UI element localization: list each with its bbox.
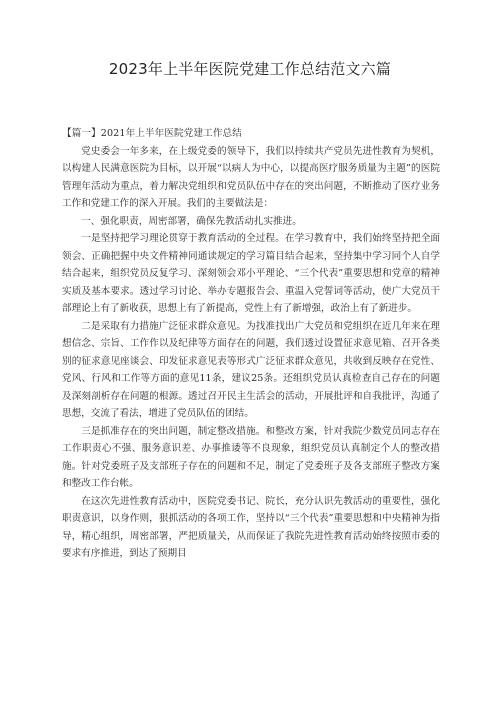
paragraph-study-theory: 一是坚持把学习理论贯穿于教育活动的全过程。在学习教育中，我们始终坚持把全面领会、正确把握中央文件精神同通读规定的学习篇目结合起来，坚持集中学习同个人自学结合起来，组织党员反复学习、深刻领会邓小平理论、“三个代表”重要思想和党章的精神实质及基本要求。透过学习讨论、举办专题报告会、重温入党誓词等活动，使广大党员干部理论上有了新收获，思想上有了新提高，党性上有了新增强，政治上有了新进步。 <box>62 233 440 314</box>
paragraph-rectification: 三是抓准存在的突出问题，制定整改措施。和整改方案，针对我院少数党员同志存在工作职责心不强、服务意识差、办事推诿等不良现象，组织党员认真制定个人的整改措施。针对党委班子及支部班子存在的问题和不足，制定了党委班子及各支部班子整改方案和整改工作台帐。 <box>62 425 440 489</box>
paragraph-collect-opinions: 二是采取有力措施广泛征求群众意见。为找准找出广大党员和党组织在近几年来在理想信念、宗旨、工作作以及纪律等方面存在的问题，我们透过设置征求意见箱、召开各类别的征求意见座谈会、印发征求意见表等形式广泛征求群众意见，共收到反映存在党性、党风、行风和工作等方面的意见11条，建议25条。还组织党员认真检查自己存在的问题及深刻剖析存在问题的根源。透过召开民主生活会的活动，开展批评和自我批评，沟通了思想，交流了看法，增进了党员队伍的团结。 <box>62 320 440 419</box>
document-body <box>62 125 440 563</box>
document-title: 2023年上半年医院党建工作总结范文六篇 <box>108 60 392 78</box>
paragraph-point-one-heading: 一、强化职责，周密部署，确保先教活动扎实推进。 <box>81 215 302 227</box>
paragraph-intro: 党史委会一年多来，在上级党委的领导下，我们以持续共产党员先进性教育为契机，以构建人民满意医院为目标，以开展“以病人为中心，以提高医疗服务质量为主题”的医院管理年活动为重点，着力解决党组织和党员队伍中存在的突出问题，不断推动了医疗业务工作和党建工作的深入开展。我们的主要做法是： <box>62 145 440 209</box>
paragraph-activity-summary: 在这次先进性教育活动中，医院党委书记、院长，充分认识先教活动的重要性，强化职责意识，以身作则，狠抓活动的各项工作，坚持以“三个代表”重要思想和中央精神为指导，精心组织，周密部署，严把质量关，从而保证了我院先进性教育活动始终按照市委的要求有序推进，到达了预期目 <box>62 495 440 559</box>
section-heading: 【篇一】2021年上半年医院党建工作总结 <box>62 128 242 139</box>
